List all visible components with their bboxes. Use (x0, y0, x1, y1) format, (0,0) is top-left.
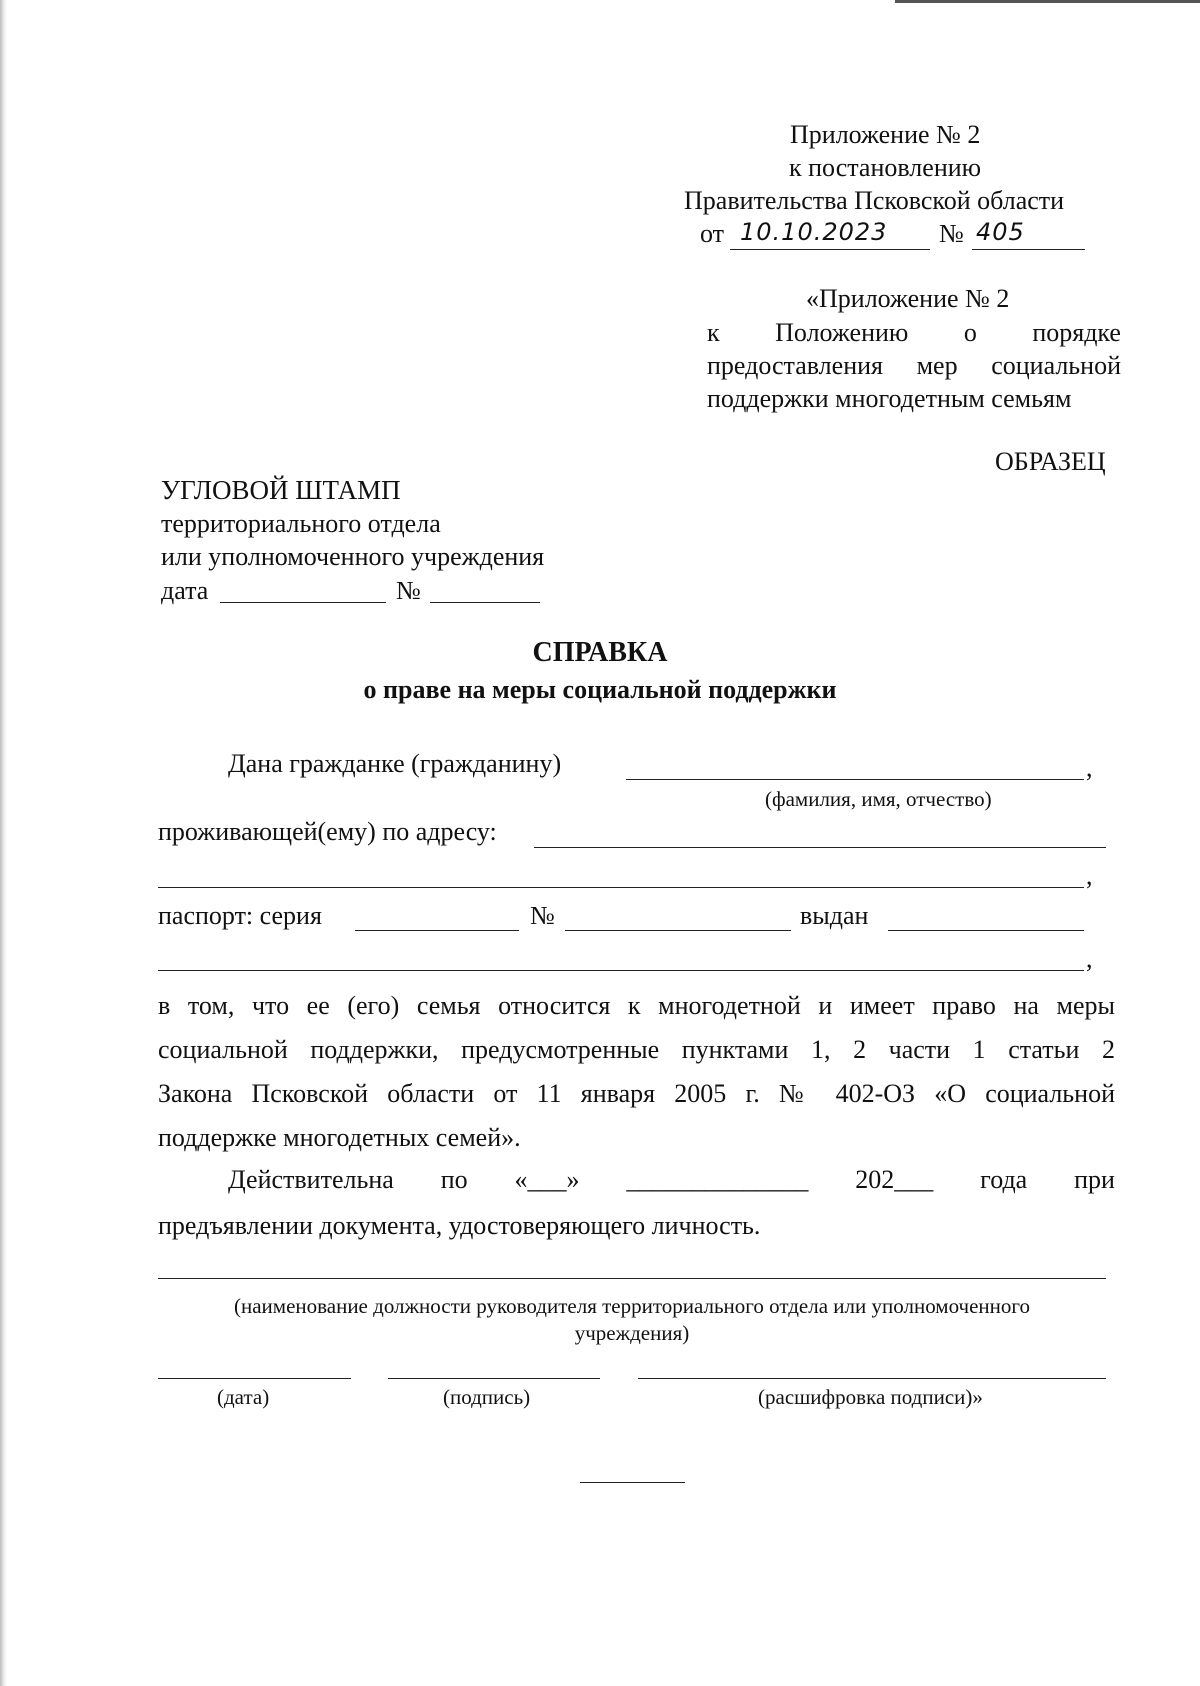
fio-line (626, 779, 1084, 780)
valid-po: по (440, 1165, 468, 1194)
position-hint-line1: (наименование должности руководителя территориального отдела или уполномоченного (233, 1294, 1030, 1318)
valid-word: Действительна (228, 1165, 394, 1194)
passport-issued-line (888, 930, 1084, 931)
date-sign-line (158, 1378, 351, 1379)
date-hint: (дата) (217, 1385, 270, 1409)
given-to-label: Дана гражданке (гражданину) (228, 749, 562, 778)
address-label: проживающей(ему) по адресу: (158, 817, 497, 846)
stamp-title: УГЛОВОЙ ШТАМП (161, 475, 401, 505)
word-polozheniyu: Положению (775, 318, 909, 347)
number-underline (972, 249, 1085, 250)
appendix-number: Приложение № 2 (790, 120, 981, 149)
passport-comma: , (1086, 944, 1093, 973)
valid-year: 202___ (855, 1165, 934, 1194)
appendix-note-line1: «Приложение № 2 (806, 284, 1010, 313)
valid-day: «___» (514, 1165, 580, 1194)
valid-goda: года (980, 1165, 1028, 1194)
valid-line-2: предъявлении документа, удостоверяющего личность. (158, 1211, 761, 1240)
government-label: Правительства Псковской области (684, 186, 1065, 215)
passport-number-label: № (530, 901, 555, 930)
scan-edge-top (895, 0, 1200, 3)
passport-issued-label: выдан (800, 901, 869, 930)
sample-label: ОБРАЗЕЦ (995, 447, 1106, 476)
stamp-date-label: дата (161, 576, 209, 605)
appendix-note-line4: поддержки многодетным семьям (707, 384, 1072, 413)
decoding-hint: (расшифровка подписи)» (758, 1385, 983, 1409)
address-line (534, 847, 1106, 848)
stamp-date-line (220, 602, 386, 603)
signature-line (388, 1378, 600, 1379)
valid-month: ______________ (626, 1165, 809, 1194)
document-subtitle: о праве на меры социальной поддержки (363, 675, 837, 704)
number-label: № (939, 219, 964, 248)
body-line-4: поддержке многодетных семей». (158, 1123, 521, 1152)
body-line-2: социальной поддержки, предусмотренные пунктами 1, 2 части 1 статьи 2 (158, 1035, 1115, 1064)
position-hint-line2: учреждения) (574, 1321, 690, 1345)
word-o: о (963, 318, 977, 347)
address-comma: , (1086, 861, 1093, 890)
decoding-line (638, 1378, 1106, 1379)
scan-edge-left (0, 0, 7, 1686)
word-poryadke: порядке (1032, 318, 1121, 347)
passport-number-line (565, 930, 791, 931)
from-label: от (700, 219, 725, 248)
handwritten-number: 405 (976, 218, 1025, 246)
resolution-label: к постановлению (789, 153, 982, 182)
handwritten-date: 10.10.2023 (740, 218, 888, 246)
document-title: СПРАВКА (532, 637, 668, 668)
stamp-line2: территориального отдела (161, 509, 441, 538)
position-line (158, 1278, 1106, 1279)
passport-issued-line-2 (158, 970, 1084, 971)
signature-hint: (подпись) (443, 1385, 531, 1409)
body-line-1: в том, что ее (его) семья относится к многодетной и имеет право на меры (158, 991, 1115, 1020)
valid-pri: при (1074, 1165, 1115, 1194)
address-line-2 (158, 887, 1084, 888)
appendix-note-line3: предоставления мер социальной (707, 351, 1121, 380)
end-separator (580, 1482, 685, 1483)
word-k: к (707, 318, 720, 347)
appendix-note-line2 (707, 317, 1121, 349)
passport-series-line (355, 930, 519, 931)
passport-series-label: паспорт: серия (158, 901, 322, 930)
body-line-3: Закона Псковской области от 11 января 2005 г. № 402-ОЗ «О социальной (158, 1079, 1115, 1108)
stamp-line3: или уполномоченного учреждения (161, 542, 545, 571)
stamp-number-label: № (396, 576, 421, 605)
fio-comma: , (1086, 753, 1093, 782)
valid-line-1 (228, 1163, 1115, 1197)
fio-hint: (фамилия, имя, отчество) (765, 787, 992, 811)
date-underline (730, 249, 930, 250)
stamp-number-line (430, 602, 540, 603)
